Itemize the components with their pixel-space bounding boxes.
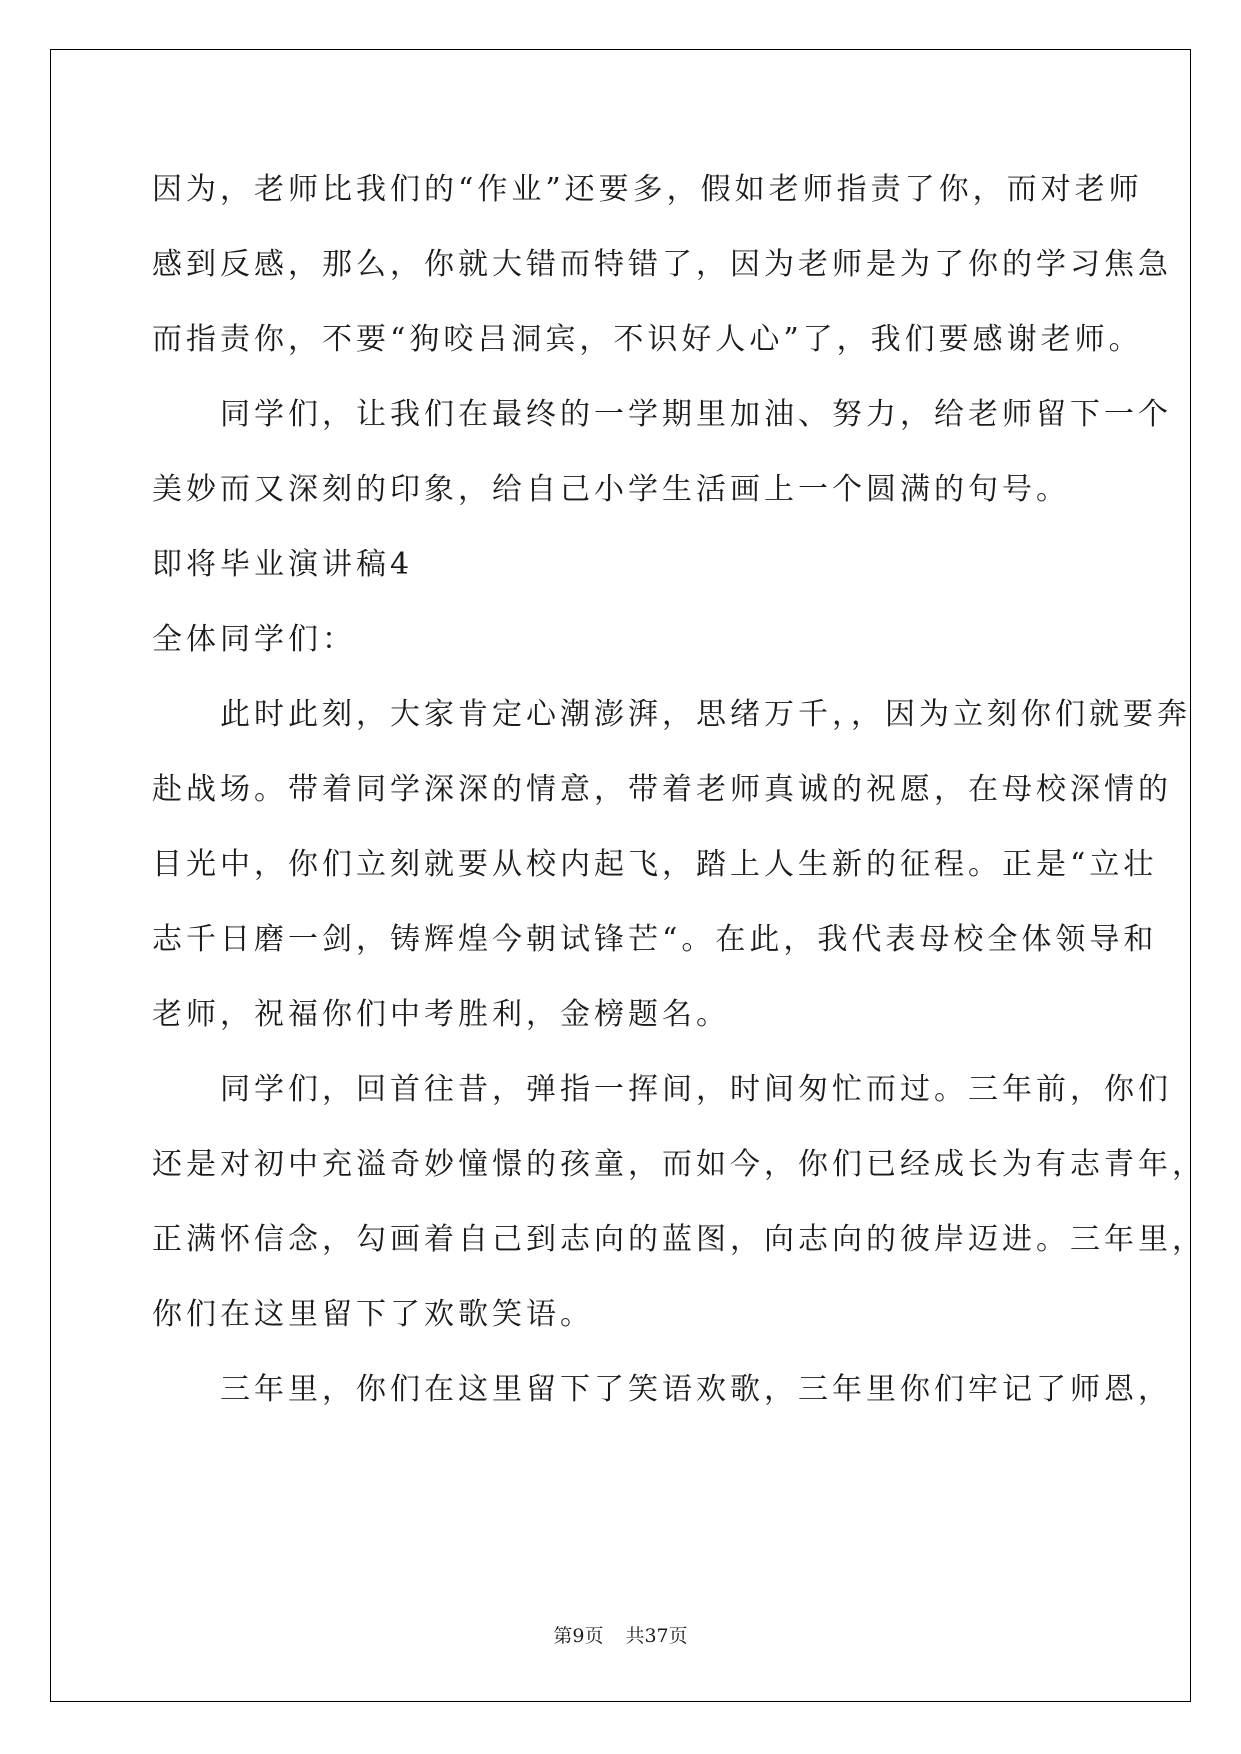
text-line: 感到反感，那么，你就大错而特错了，因为老师是为了你的学习焦急 [152,247,1172,282]
salutation: 全体同学们： [152,622,356,657]
text-line: 正满怀信念，勾画着自己到志向的蓝图，向志向的彼岸迈进。三年里， [152,1222,1206,1257]
paragraph-line: 同学们，回首往昔，弹指一挥间，时间匆忙而过。三年前，你们 [152,1072,1172,1107]
text-line: 志千日磨一剑，铸辉煌今朝试锋芒“。在此，我代表母校全体领导和 [152,922,1158,957]
text-line: 而指责你，不要“狗咬吕洞宾，不识好人心”了，我们要感谢老师。 [152,322,1143,357]
text-line: 你们在这里留下了欢歌笑语。 [152,1297,594,1332]
text-line: 因为，老师比我们的“作业”还要多，假如老师指责了你，而对老师 [152,172,1143,207]
text-line: 美妙而又深刻的印象，给自己小学生活画上一个圆满的句号。 [152,472,1070,507]
page-number: 第9页 [553,1625,604,1647]
text-line: 老师，祝福你们中考胜利，金榜题名。 [152,997,730,1032]
paragraph-line: 同学们，让我们在最终的一学期里加油、努力，给老师留下一个 [152,397,1172,432]
text-line: 还是对初中充溢奇妙憧憬的孩童，而如今，你们已经成长为有志青年， [152,1147,1206,1182]
page-total: 共37页 [625,1625,688,1647]
text-line: 赴战场。带着同学深深的情意，带着老师真诚的祝愿，在母校深情的 [152,772,1172,807]
paragraph-line: 此时此刻，大家肯定心潮澎湃，思绪万千，，因为立刻你们就要奔 [152,697,1191,732]
section-heading: 即将毕业演讲稿4 [152,547,414,582]
page-footer [0,1624,1241,1648]
paragraph-line: 三年里，你们在这里留下了笑语欢歌，三年里你们牢记了师恩， [152,1372,1172,1407]
text-line: 目光中，你们立刻就要从校内起飞，踏上人生新的征程。正是“立壮 [152,847,1158,882]
